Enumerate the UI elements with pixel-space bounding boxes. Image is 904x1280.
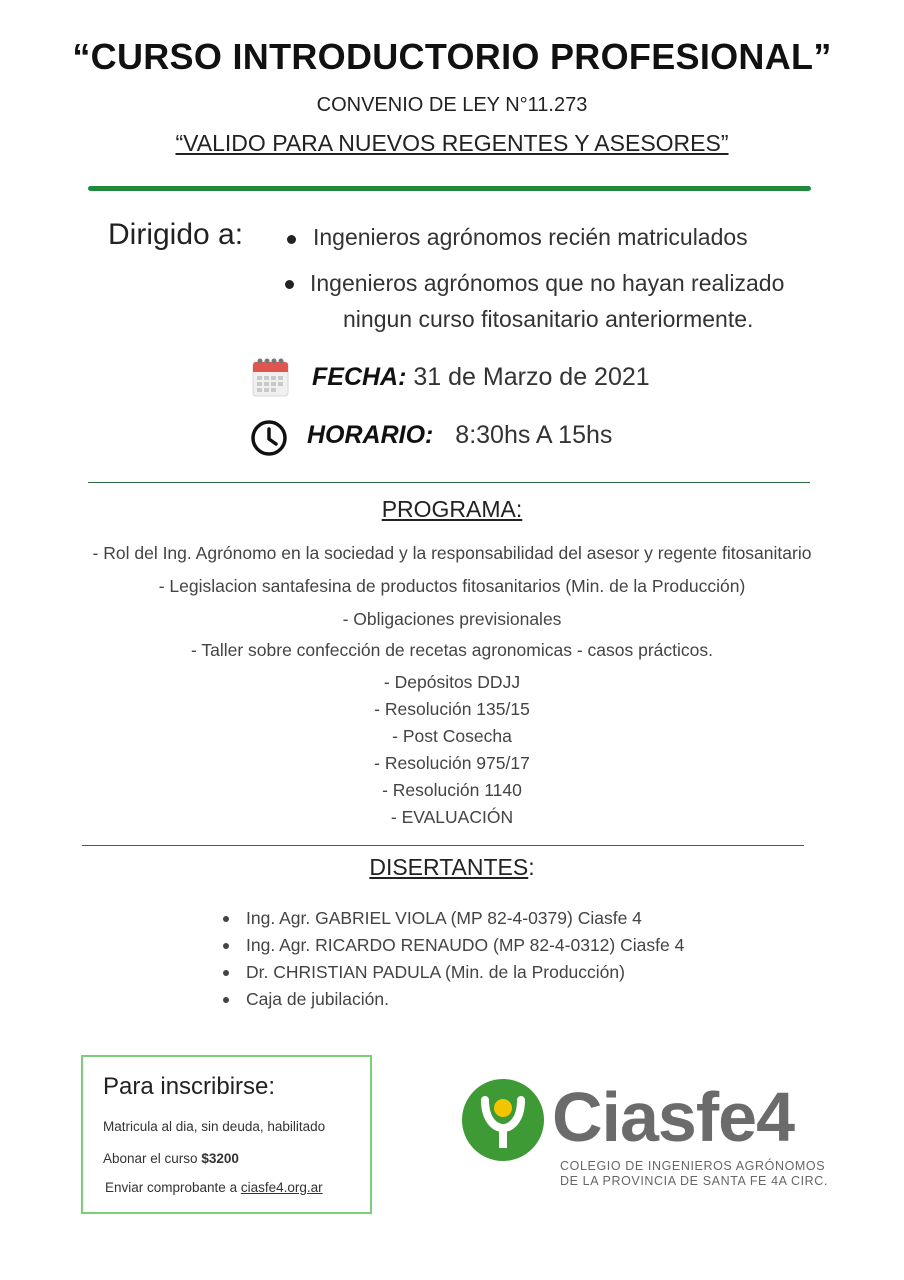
programa-item: - EVALUACIÓN: [390, 807, 514, 827]
course-price: $3200: [201, 1151, 239, 1166]
time-row: [307, 421, 612, 450]
section-divider: [88, 482, 810, 483]
audience-label: Dirigido a:: [108, 218, 244, 251]
send-text: Enviar comprobante a: [105, 1180, 241, 1195]
inscription-title: Para inscribirse:: [103, 1073, 276, 1100]
time-value: 8:30hs A 15hs: [455, 421, 613, 449]
bullet-icon: [287, 235, 296, 244]
logo-subtitle: DE LA PROVINCIA DE SANTA FE 4A CIRC.: [560, 1174, 828, 1188]
time-label: HORARIO:: [307, 421, 434, 449]
programa-item: - Resolución 1140: [382, 780, 522, 800]
ciasfe-logo-icon: [461, 1078, 545, 1162]
programa-item: - Rol del Ing. Agrónomo en la sociedad y la responsabilidad del asesor y regente fitosanitario: [92, 543, 812, 563]
programa-item: - Resolución 975/17: [374, 753, 530, 773]
audience-item-continued: ningun curso fitosanitario anteriormente.: [343, 306, 754, 332]
website-link[interactable]: ciasfe4.org.ar: [240, 1180, 323, 1195]
disertantes-colon: :: [528, 854, 535, 880]
programa-item: - Obligaciones previsionales: [342, 609, 562, 629]
logo-wordmark: Ciasfe4: [552, 1078, 795, 1156]
payment-text: Abonar el curso: [103, 1151, 202, 1166]
course-title: “CURSO INTRODUCTORIO PROFESIONAL”: [72, 36, 832, 77]
programa-heading: PROGRAMA:: [381, 496, 523, 522]
date-row: [312, 363, 650, 392]
disertantes-list: [218, 905, 738, 1013]
programa-item: - Resolución 135/15: [374, 699, 530, 719]
disertante-item: Dr. CHRISTIAN PADULA (Min. de la Producción): [218, 959, 738, 986]
disertante-item: Ing. Agr. RICARDO RENAUDO (MP 82-4-0312) Ciasfe 4: [218, 932, 706, 959]
inscription-send: [105, 1180, 323, 1195]
disertante-item: Caja de jubilación.: [218, 986, 738, 1013]
audience-item: Ingenieros agrónomos recién matriculados: [313, 224, 748, 250]
bullet-icon: [285, 280, 294, 289]
calendar-icon: [252, 357, 289, 397]
audience-item: Ingenieros agrónomos que no hayan realizado: [310, 270, 785, 296]
date-label: FECHA:: [312, 363, 407, 391]
programa-item: - Taller sobre confección de recetas agronomicas - casos prácticos.: [190, 640, 713, 660]
header-divider: [88, 186, 811, 191]
clock-icon: [250, 419, 288, 457]
inscription-box: [81, 1055, 372, 1214]
validity-subtitle: “VALIDO PARA NUEVOS REGENTES Y ASESORES”: [175, 130, 729, 156]
logo-subtitle: COLEGIO DE INGENIEROS AGRÓNOMOS: [560, 1159, 826, 1173]
disertantes-heading: DISERTANTES: [369, 854, 529, 880]
programa-item: - Legislacion santafesina de productos fitosanitarios (Min. de la Producción): [158, 576, 746, 596]
disertante-item: Ing. Agr. GABRIEL VIOLA (MP 82-4-0379) Ciasfe 4: [218, 905, 738, 932]
programa-item: - Depósitos DDJJ: [383, 672, 521, 692]
inscription-requirement: Matricula al dia, sin deuda, habilitado: [103, 1119, 326, 1134]
disertantes-heading-row: [0, 854, 904, 881]
inscription-payment: [103, 1151, 239, 1166]
programa-item: - Post Cosecha: [392, 726, 512, 746]
section-divider: [82, 845, 804, 846]
convenio-subtitle: CONVENIO DE LEY N°11.273: [316, 94, 588, 116]
date-value: 31 de Marzo de 2021: [413, 363, 650, 391]
